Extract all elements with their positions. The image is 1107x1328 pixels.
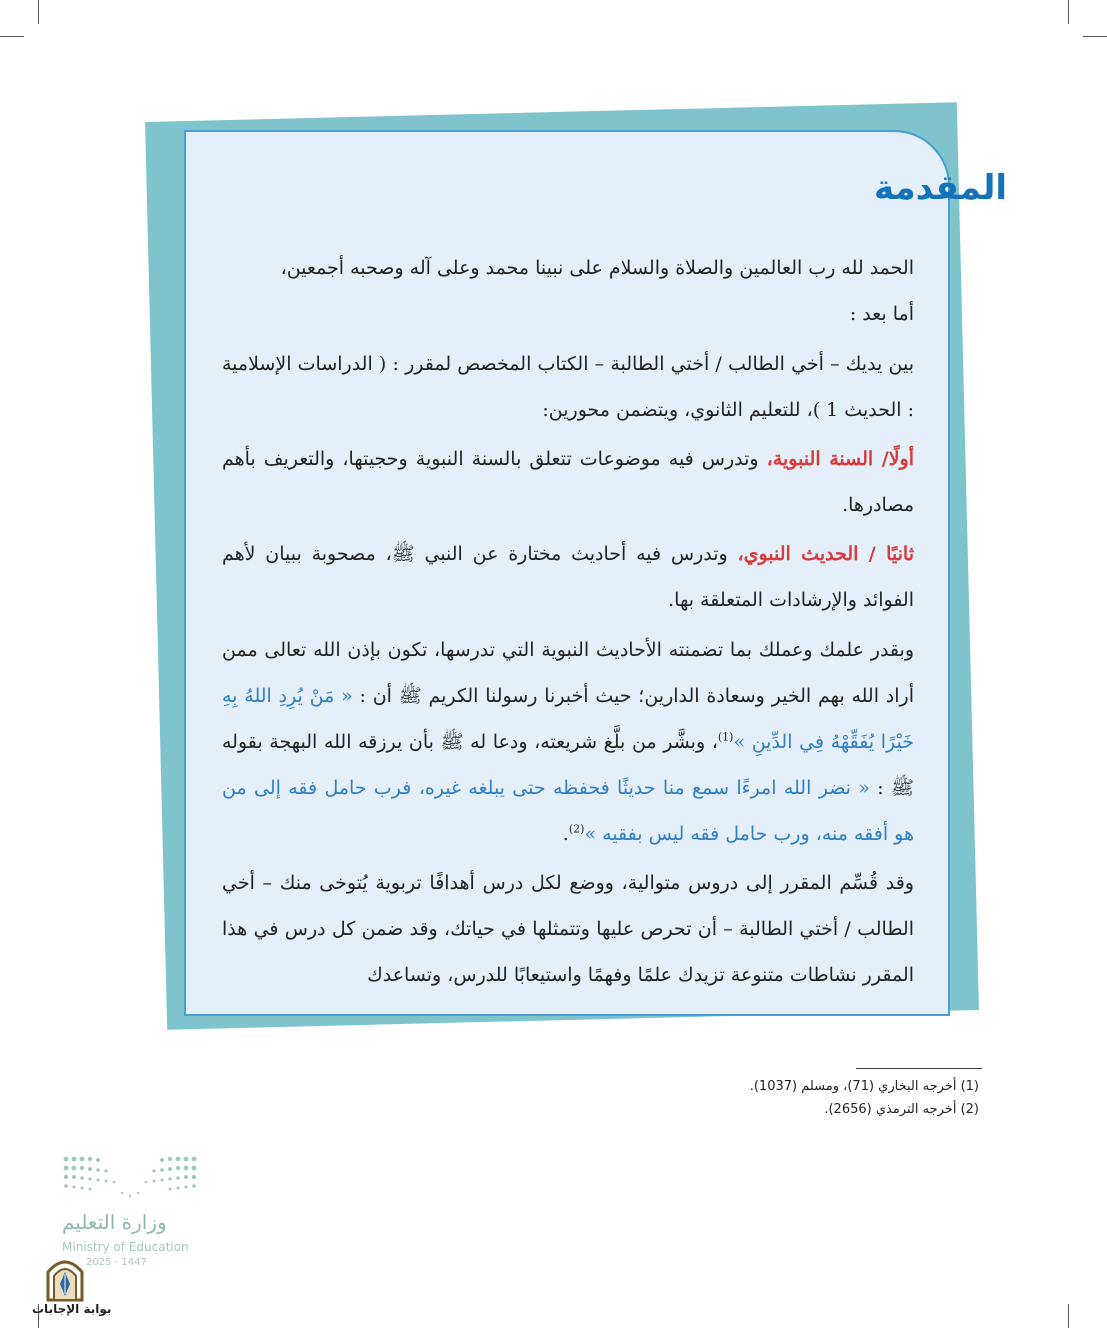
crop-mark <box>0 36 24 37</box>
footnote-2: (2) أخرجه الترمذي (2656). <box>824 1102 979 1117</box>
paragraph-course: بين يديك – أخي الطالب / أختي الطالبة – الكتاب المخصص لمقرر : ( الدراسات الإسلامية : الحديث 1 )، للتعليم الثانوي، ويتضمن محورين: <box>222 353 914 421</box>
paragraph-lessons: وقد قُسِّم المقرر إلى دروس متوالية، ووضع لكل درس أهدافًا تربوية يُتوخى منك – أخي الطالب / أختي الطالبة – أن تحرص عليها وتتمثلها في حياتك، وقد ضمن كل درس في هذا المقرر نشاطات متنوعة تزيدك علمًا وفهمًا واستيعابًا للدرس، وتساعدك <box>222 872 914 986</box>
hadith-quote-one: « مَنْ يُرِدِ اللهُ بِهِ خَيْرًا يُفَقِّهْهُ فِي الدِّينِ » <box>222 685 914 753</box>
axis-two-text: وتدرس فيه أحاديث مختارة عن النبي ﷺ، مصحوبة ببيان لأهم الفوائد والإرشادات المتعلقة بها. <box>222 543 914 611</box>
paragraph-axis-two <box>222 531 914 623</box>
ministry-logo-dots <box>62 1155 198 1201</box>
axis-one-text: وتدرس فيه موضوعات تتعلق بالسنة النبوية وحجيتها، والتعريف بأهم مصادرها. <box>222 448 914 516</box>
crop-mark <box>1083 36 1107 37</box>
ministry-name-arabic: وزارة التعليم <box>62 1210 167 1234</box>
footnote-divider <box>856 1068 982 1069</box>
footnote-ref-2: (2) <box>568 822 585 836</box>
knowledge-text-2: ، وبشَّر من بلَّغ شريعته، ودعا له ﷺ بأن يرزقه الله البهجة بقوله ﷺ : <box>222 731 914 799</box>
portal-logo-icon <box>44 1256 86 1302</box>
page-title: المقدمة <box>874 168 1007 208</box>
knowledge-text: وبقدر علمك وعملك بما تضمنته الأحاديث النبوية التي تدرسها، تكون بإذن الله تعالى ممن أراد الله بهم الخير وسعادة الدارين؛ حيث أخبرنا رسولنا الكريم ﷺ أن : <box>222 639 914 707</box>
axis-one-heading: أولًا/ السنة النبوية، <box>766 448 915 470</box>
paragraph-knowledge <box>222 627 914 857</box>
paragraph-opening: الحمد لله رب العالمين والصلاة والسلام على نبينا محمد وعلى آله وصحبه أجمعين، <box>280 257 914 279</box>
footnote-ref-1: (1) <box>717 730 734 744</box>
paragraph-amma-baad: أما بعد : <box>849 303 914 325</box>
portal-name: بوابة الإجابات <box>32 1302 112 1316</box>
crop-mark <box>38 0 39 24</box>
crop-mark <box>1068 1304 1069 1328</box>
footnote-1: (1) أخرجه البخاري (71)، ومسلم (1037). <box>749 1079 979 1094</box>
ministry-year: 2025 - 1447 <box>86 1257 147 1268</box>
paragraph-axis-one <box>222 436 914 528</box>
ministry-name-english: Ministry of Education <box>62 1240 189 1254</box>
axis-two-heading: ثانيًا / الحديث النبوي، <box>737 543 914 565</box>
crop-mark <box>1068 0 1069 24</box>
knowledge-end: . <box>562 823 569 845</box>
hadith-quote-two: « نضر الله امرءًا سمع منا حديثًا فحفظه حتى يبلغه غيره، فرب حامل فقه إلى من هو أفقه منه، ورب حامل فقه ليس بفقيه » <box>222 777 914 845</box>
